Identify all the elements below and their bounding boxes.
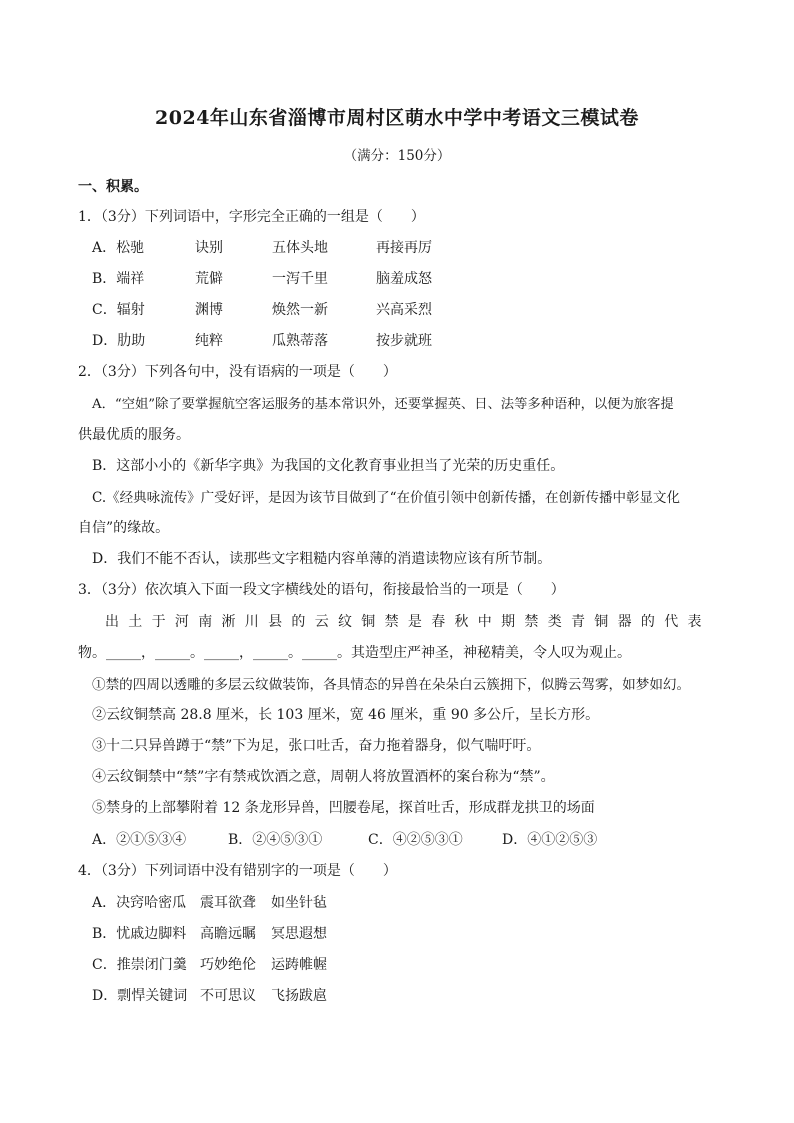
q3-sentence-2: ②云纹铜禁高 28.8 厘米，长 103 厘米，宽 46 厘米，重 90 多公斤，呈长方形。	[92, 707, 600, 723]
q1-b-word-1: B．端祥	[92, 271, 145, 287]
page-title: 2024年山东省淄博市周村区萌水中学中考语文三模试卷	[155, 107, 639, 129]
q2-option-b: B．这部小小的《新华字典》为我国的文化教育事业担当了光荣的历史重任。	[92, 458, 565, 474]
q4-a-word-1: A．决窍哈密瓜	[92, 895, 187, 911]
q4-d-word-2: 不可思议	[200, 988, 256, 1004]
q4-b-word-3: 冥思遐想	[271, 926, 327, 942]
q3-option-b: B．②④⑤③①	[228, 832, 323, 848]
q1-b-word-3: 一泻千里	[272, 271, 328, 287]
q3-stem: 3．（3分）依次填入下面一段文字横线处的语句，衔接最恰当的一项是（ ）	[78, 582, 565, 598]
q1-c-word-2: 渊博	[195, 302, 223, 318]
q4-c-word-3: 运踌帷幄	[271, 957, 327, 973]
q4-d-word-1: D．剽悍关键词	[92, 988, 188, 1004]
q1-d-word-3: 瓜熟蒂落	[272, 333, 328, 349]
page-subtitle: （满分：150分）	[343, 148, 451, 164]
q2-stem: 2．（3分）下列各句中，没有语病的一项是（ ）	[78, 364, 397, 380]
q2-option-a-line-1: A．“空姐”除了要掌握航空客运服务的基本常识外，还要掌握英、日、法等多种语种，以便为旅客提	[92, 397, 674, 412]
q3-passage-line-2: 物。_____，_____。_____，_____。_____。其造型庄严神圣，神秘精美，令人叹为观止。	[78, 645, 631, 661]
q2-option-a-line-2: 供最优质的服务。	[78, 427, 190, 443]
q3-passage-line-1: 出土于河南淅川县的云纹铜禁是春秋中期禁类青铜器的代表	[105, 614, 711, 630]
q4-c-word-2: 巧妙绝伦	[200, 957, 256, 973]
section-heading: 一、积累。	[78, 179, 148, 195]
q2-option-c-line-1: C.《经典咏流传》广受好评，是因为该节目做到了“在价值引领中创新传播，在创新传播中彰显文化	[92, 490, 681, 506]
q3-option-c: C．④②⑤③①	[368, 832, 463, 848]
q4-b-word-1: B．忧戚边脚料	[92, 926, 187, 942]
q1-d-word-4: 按步就班	[376, 333, 432, 349]
q4-a-word-2: 震耳欲聋	[200, 895, 256, 911]
q2-option-c-line-2: 自信”的缘故。	[78, 520, 170, 536]
q3-option-d: D．④①②⑤③	[502, 832, 598, 848]
q1-c-word-1: C．辐射	[92, 302, 145, 318]
q4-stem: 4．（3分）下列词语中没有错别字的一项是（ ）	[78, 863, 397, 879]
q3-sentence-4: ④云纹铜禁中“禁”字有禁戒饮酒之意，周朝人将放置酒杯的案台称为“禁”。	[92, 769, 555, 785]
q4-a-word-3: 如坐针毡	[271, 895, 327, 911]
q3-option-a: A．②①⑤③④	[92, 832, 187, 848]
q3-sentence-3: ③十二只异兽蹲于“禁”下为足，张口吐舌，奋力拖着器身，似气喘吁吁。	[92, 738, 541, 754]
q1-c-word-4: 兴高采烈	[376, 302, 432, 318]
q1-a-word-1: A．松驰	[92, 240, 145, 256]
q4-b-word-2: 高瞻远瞩	[200, 926, 256, 942]
q2-option-d: D．我们不能不否认，读那些文字粗糙内容单薄的消遣读物应该有所节制。	[92, 551, 552, 567]
q1-b-word-4: 脑羞成怒	[376, 271, 432, 287]
q1-a-word-2: 诀别	[195, 240, 223, 256]
q1-b-word-2: 荒僻	[195, 271, 223, 287]
q1-a-word-3: 五体头地	[272, 240, 328, 256]
q3-sentence-1: ①禁的四周以透雕的多层云纹做装饰，各具情态的异兽在朵朵白云簇拥下，似腾云驾雾，如梦如幻。	[92, 677, 691, 693]
q1-d-word-2: 纯粹	[195, 333, 223, 349]
q1-stem: 1．（3分）下列词语中，字形完全正确的一组是（ ）	[78, 209, 425, 225]
q4-c-word-1: C．推崇闭门羹	[92, 957, 187, 973]
q1-c-word-3: 焕然一新	[272, 302, 328, 318]
q1-d-word-1: D．肋助	[92, 333, 146, 349]
q1-a-word-4: 再接再厉	[376, 240, 432, 256]
q4-d-word-3: 飞扬跋扈	[271, 988, 327, 1004]
q3-sentence-5: ⑤禁身的上部攀附着 12 条龙形异兽，凹腰卷尾，探首吐舌，形成群龙拱卫的场面	[92, 800, 595, 816]
